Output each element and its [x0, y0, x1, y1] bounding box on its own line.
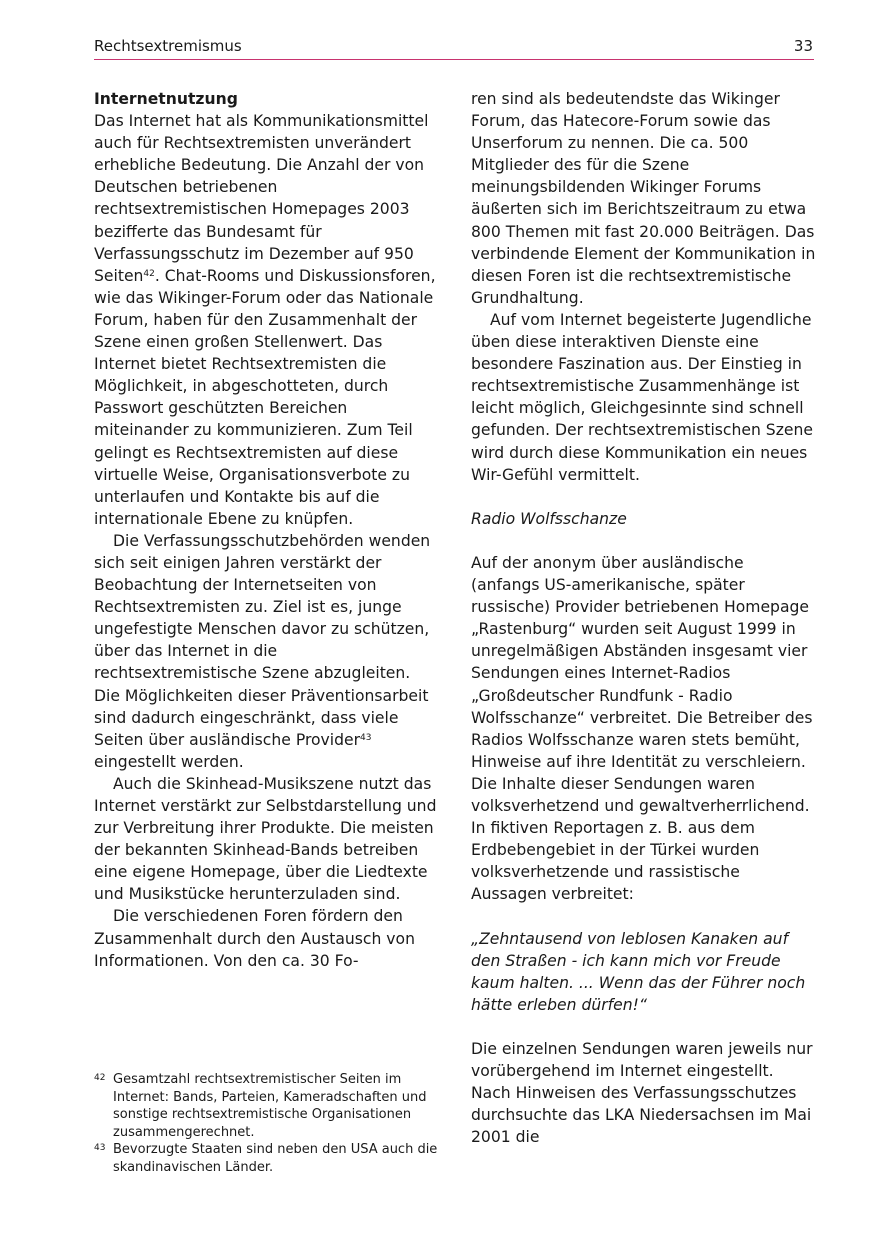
- paragraph: Auch die Skinhead-Musikszene nutzt das Internet verstärkt zur Selbstdarstellung und zur Verbreitung ihrer Produkte. Die meisten der bekannten Skinhead-Bands betreiben eine eigene Homepage, über die Liedtexte und Musikstücke herunterzuladen sind.: [94, 774, 437, 904]
- footnote-ref: 42: [143, 268, 155, 279]
- subheading: Radio Wolfsschanze: [471, 509, 627, 528]
- footnote-number: 43: [94, 1143, 106, 1154]
- header-rule: [94, 59, 814, 60]
- paragraph: Auf vom Internet begeisterte Jugendliche üben diese interaktiven Dienste eine besondere Faszination aus. Der Einstieg in rechtsextremistische Zusammenhänge ist leicht möglich, Gleichgesinnte sind schnell gefunden. Der rechtsextremistischen Szene wird durch diese Kommunikation ein neues Wir-Gefühl vermittelt.: [471, 310, 813, 484]
- paragraph-text: eingestellt werden.: [94, 752, 244, 771]
- footnote-number: 42: [94, 1073, 106, 1083]
- footnote-text: Bevorzugte Staaten sind neben den USA auch die skandinavischen Länder.: [113, 1142, 438, 1175]
- footnote-ref: 43: [360, 732, 372, 743]
- left-column: [94, 88, 439, 972]
- footnote: [94, 1141, 439, 1176]
- page-number: 33: [793, 37, 813, 55]
- paragraph: [94, 530, 439, 773]
- right-column: [471, 88, 816, 1149]
- paragraph: ren sind als bedeutendste das Wikinger Forum, das Hatecore-Forum sowie das Unserforum zu nennen. Die ca. 500 Mitglieder des für die Szene meinungsbildenden Wikinger Forums äußerten sich im Berichtszeitraum zu etwa 800 Themen mit fast 20.000 Beiträgen. Das verbindende Element der Kommunikation in diesen Foren ist die rechtsextremistische Grundhaltung.: [471, 90, 816, 307]
- paragraph: Die einzelnen Sendungen waren jeweils nur vorübergehend im Internet eingestellt. Nach Hinweisen des Verfassungsschutzes durchsuchte das LKA Niedersachsen im Mai 2001 die: [471, 1040, 813, 1147]
- footnote: [94, 1071, 439, 1141]
- section-heading: Internetnutzung: [94, 90, 238, 108]
- paragraph-text: Die Verfassungsschutzbehörden wenden sich seit einigen Jahren verstärkt der Beobachtung der Internetseiten von Rechtsextremisten zu. Ziel ist es, junge ungefestigte Menschen davor zu schützen, über das Internet in die rechtsextremistische Szene abzugleiten. Die Möglichkeiten dieser Präventionsarbeit sind dadurch eingeschränkt, dass viele Seiten über ausländische Provider: [94, 531, 431, 749]
- section-title: Rechtsextremismus: [94, 37, 242, 55]
- footnotes: [94, 1071, 439, 1177]
- paragraph: Auf der anonym über ausländische (anfangs US-amerikanische, später russische) Provider betriebenen Homepage „Rastenburg“ wurden seit August 1999 in unregelmäßigen Abständen insgesamt vier Sendungen eines Internet-Radios „Großdeutscher Rundfunk - Radio Wolfsschanze“ verbreitet. Die Betreiber des Radios Wolfsschanze waren stets bemüht, Hinweise auf ihre Identität zu verschleiern. Die Inhalte dieser Sendungen waren volksverhetzend und gewaltverherrlichend. In fiktiven Reportagen z. B. aus dem Erdbebengebiet in der Türkei wurden volksverhetzende und rassistische Aussagen verbreitet:: [471, 553, 813, 904]
- paragraph-text: Das Internet hat als Kommunikationsmittel auch für Rechtsextremisten unverändert erhebliche Bedeutung. Die Anzahl der von Deutschen betriebenen rechtsextremistischen Homepages 2003 bezifferte das Bundesamt für Verfassungsschutz im Dezember auf 950 Seiten: [94, 112, 429, 285]
- paragraph: Die verschiedenen Foren fördern den Zusammenhalt durch den Austausch von Informationen. Von den ca. 30 Fo-: [94, 907, 415, 970]
- paragraph: [94, 110, 439, 530]
- block-quote: „Zehntausend von leblosen Kanaken auf den Straßen - ich kann mich vor Freude kaum halten. ... Wenn das der Führer noch hätte erleben dürfen!“: [471, 929, 806, 1014]
- footnote-text: Gesamtzahl rechtsextremistischer Seiten im Internet: Bands, Parteien, Kameradschaften und sonstige rechtsextremistische Organisationen zusammengerechnet.: [113, 1072, 427, 1140]
- paragraph-text: . Chat-Rooms und Diskussionsforen, wie das Wikinger-Forum oder das Nationale Forum, haben für den Zusammenhalt der Szene einen großen Stellenwert. Das Internet bietet Rechtsextremisten die Möglichkeit, in abgeschotteten, durch Passwort geschützten Bereichen miteinander zu kommunizieren. Zum Teil gelingt es Rechtsextremisten auf diese virtuelle Weise, Organisationsverbote zu unterlaufen und Kontakte bis auf die internationale Ebene zu knüpfen.: [94, 266, 436, 528]
